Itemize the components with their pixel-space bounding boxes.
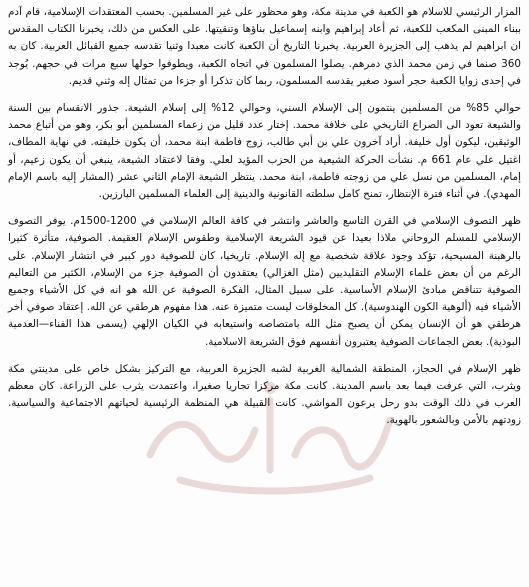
- paragraph-kaaba: المزار الرئيسي للاسلام هو الكعبة في مدينة مكة، وهو محظور على غير المسلمين. بحسب المعتقدات الإسلامية، قام آدم ببناء المبنى المكعب للكعبة، ثم أعاد إبراهيم وابنه إسماعيل بناؤها وتنقيتها. على العكس من ذلك، يخبرنا الكتاب المقدس ان ابراهيم لم يذهب إلى الجزيرة العربية. يخبرنا التاريخ أن الكعبة كانت معبدا وثنيا تقدسه جميع القبائل العربية. كان به 360 صنما في زمن محمد الذي دمرهم. يصلوا المسلمون في اتجاه الكعبة، ويطوفوا حولها سبع مرات في حجهم. يُوجد في إحدى زوايا الكعبة حجر أسود صغير يقدسه المسلمون، ربما كان تذكرا أو جزءا من تمثال إله وثني قديم.: [8, 6, 521, 87]
- article-body: [8, 4, 521, 430]
- paragraph-hejaz: ظهر الإسلام في الحجاز، المنطقة الشمالية الغربية لشبه الجزيرة العربية، مع التركيز بشكل خاص على مدينتي مكة ويثرب، التي عرفت فيما بعد باسم المدينة. كانت مكة مركزا تجاريا صغيرا، واعتمدت يثرب على الزراعة. كان معظم العرب في ذلك الوقت بدو رحل يرعون المواشي. كانت القبيلة هي المنظمة الرئيسية لحياتهم الاجتماعية والسياسية. زودتهم بالأمن وبالشعور بالهوية.: [8, 362, 521, 427]
- paragraph-sufism: ظهر التصوف الإسلامي في القرن التاسع والعاشر وانتشر في كافة العالم الإسلامي في 1200-1500م. يوفر التصوف الإسلامي للمسلم الروحاني ملاذا بعيدا عن قيود الشريعة الإسلامية وطقوس الإسلام العقيمة. الصوفية، متأثرة كثيرا بالرهبنة المسيحية، تؤكد وجود علاقة شخصية مع إله الإسلام. تاريخيا، كان للصوفية دور كبير في انتشار الإسلام. على الرغم من أن بعض علماء الإسلام التقليديين (مثل الغزالي) يعتقدون أن الصوفية جزء من الإسلام، الكثير من التعاليم الصوفية تتناقض مبادئ الإسلام الأساسية. على سبيل المثال، الفكرة الصوفية عن الله هو انه في كل الأشياء وجميع الأشياء فيه (ألوهية الكون الهندوسية). كل المخلوقات ليست متميزة عنه. هذا مفهوم هرطقي عن الله. إعتقاد صوفي أخر هرطقي هو أن الإنسان يمكن أن يصبح مثل الله بامتصاصه واستيعابه في الكيان الإلهي (يسمى هذا الفناء—العدمية البوذية). بعض الجماعات الصوفية يعتبرون أنفسهم فوق الشريعة الاسلامية.: [8, 215, 521, 348]
- paragraph-sunni-shia: حوالي 85% من المسلمين ينتمون إلى الإسلام السني، وحوالي 12% إلى إسلام الشيعة. جذور الانقسام بين السنة والشيعة تعود الى الصراع التاريخي على خلافة محمد. إختار عدد قليل من زعماء المسلمين أبو بكر، وهو من أتباع محمد الوثيقين، ليكون أول خليفة. أراد آخرون علي بن أبي طالب، زوج فاطمة ابنة محمد، أن يكون خليفته. في نهاية المطاف، اغتيل علي عام 661 م. نشأت الحركة الشيعية من الحزب المؤيد لعلي. وفقا لاعتقاد الشيعة، ينبغي أن يكون زعيم، أو إمام، المسلمين من نسل علي من زوجته فاطمة، ابنة محمد. ينتظر الشيعة الإمام الثاني عشر (المشار إليه باسم الإمام المهدي). في أثناء فترة الإنتظار، تمنح كامل سلطته القانونية والدينية إلى العلماء المسلمين البارزين.: [8, 102, 522, 201]
